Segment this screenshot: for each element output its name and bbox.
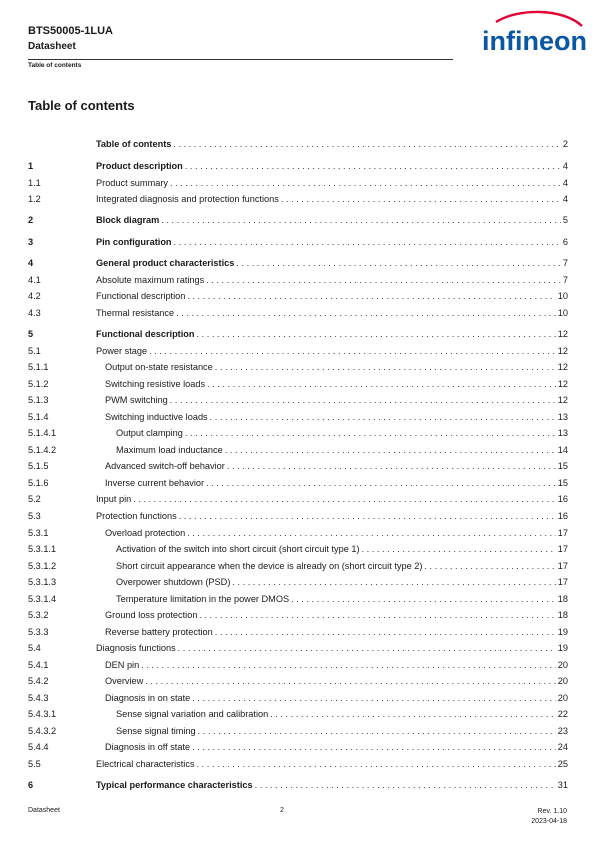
toc-entry-number: 5.3.1.1 <box>28 544 57 554</box>
toc-entry[interactable] <box>28 328 568 340</box>
toc-entry[interactable] <box>28 214 568 226</box>
toc-entry-page[interactable]: 12 <box>557 329 568 339</box>
toc-entry-page[interactable]: 13 <box>557 412 568 422</box>
toc-entry-body <box>96 257 568 269</box>
toc-leader-dots <box>170 177 561 189</box>
toc-entry-page[interactable]: 12 <box>557 379 568 389</box>
toc-leader-dots <box>187 290 555 302</box>
toc-leader-dots <box>197 328 556 340</box>
toc-entry-number: 4 <box>28 258 34 268</box>
toc-entry-number: 5.4.4 <box>28 742 49 752</box>
toc-entry-page[interactable]: 18 <box>557 610 568 620</box>
toc-entry-number: 5.4 <box>28 643 41 653</box>
toc-entry-number: 5.3.1.2 <box>28 561 57 571</box>
toc-entry-body <box>105 527 568 539</box>
toc-entry-title[interactable]: Functional description <box>96 291 186 301</box>
toc-leader-dots <box>199 609 555 621</box>
toc-entry-number: 3 <box>28 237 34 247</box>
toc-entry-number: 5.3.3 <box>28 627 49 637</box>
toc-entry-title[interactable]: Protection functions <box>96 511 177 521</box>
toc-leader-dots <box>198 725 556 737</box>
toc-entry-page[interactable]: 12 <box>557 395 568 405</box>
toc-leader-dots <box>207 378 556 390</box>
toc-entry-body <box>116 708 568 720</box>
toc-entry-body <box>96 328 568 340</box>
toc-entry-number: 1.2 <box>28 194 41 204</box>
toc-entry-title[interactable]: Activation of the switch into short circuit (short circuit type 1) <box>116 544 360 554</box>
toc-entry-body <box>105 609 568 621</box>
toc-entry[interactable] <box>28 659 568 671</box>
toc-entry-page[interactable]: 4 <box>562 194 568 204</box>
toc-entry[interactable] <box>28 460 568 472</box>
toc-entry-page[interactable]: 31 <box>557 780 568 790</box>
toc-leader-dots <box>291 593 556 605</box>
toc-entry-number: 5.3.1.3 <box>28 577 57 587</box>
toc-entry-body <box>96 345 568 357</box>
toc-entry-body <box>96 214 568 226</box>
toc-entry[interactable] <box>28 236 568 248</box>
toc-entry-title[interactable]: Power stage <box>96 346 148 356</box>
toc-entry-title[interactable]: Switching inductive loads <box>105 412 208 422</box>
toc-entry[interactable] <box>28 361 568 373</box>
toc-entry-page[interactable]: 20 <box>557 660 568 670</box>
toc-entry-body <box>105 675 568 687</box>
toc-entry[interactable] <box>28 758 568 770</box>
toc-entry[interactable] <box>28 626 568 638</box>
toc-entry[interactable] <box>28 510 568 522</box>
toc-entry-page[interactable]: 25 <box>557 759 568 769</box>
toc-entry-number: 2 <box>28 215 34 225</box>
toc-entry-number: 5.4.1 <box>28 660 49 670</box>
toc-entry-number: 5.1.4.2 <box>28 445 57 455</box>
toc-entry-page[interactable]: 10 <box>557 308 568 318</box>
toc-entry[interactable] <box>28 642 568 654</box>
toc-entry-page[interactable]: 23 <box>557 726 568 736</box>
toc-entry[interactable] <box>28 477 568 489</box>
toc-entry-body <box>96 290 568 302</box>
toc-entry[interactable] <box>28 609 568 621</box>
toc-entry[interactable] <box>28 411 568 423</box>
toc-entry-body <box>105 460 568 472</box>
footer-left: Datasheet <box>28 807 60 814</box>
toc-entry-title[interactable]: Reverse battery protection <box>105 627 213 637</box>
toc-entry-number: 1.1 <box>28 178 41 188</box>
toc-entry[interactable] <box>28 493 568 505</box>
toc-entry-number: 5.1.4.1 <box>28 428 57 438</box>
toc-entry-title[interactable]: Diagnosis functions <box>96 643 176 653</box>
toc-leader-dots <box>281 193 561 205</box>
toc-entry[interactable] <box>28 444 568 456</box>
toc-entry-title[interactable]: Overload protection <box>105 528 186 538</box>
toc-entry-page[interactable]: 16 <box>557 494 568 504</box>
toc-entry[interactable] <box>28 177 568 189</box>
toc-entry[interactable] <box>28 708 568 720</box>
toc-entry-page[interactable]: 10 <box>557 291 568 301</box>
header-rule <box>28 59 453 60</box>
toc-entry-page[interactable]: 15 <box>557 478 568 488</box>
toc-entry-title[interactable]: PWM switching <box>105 395 168 405</box>
toc-entry-title[interactable]: Pin configuration <box>96 237 172 247</box>
toc-entry-page[interactable]: 17 <box>557 528 568 538</box>
toc-entry-number: 5.3.1 <box>28 528 49 538</box>
toc-leader-dots <box>176 307 556 319</box>
toc-leader-dots <box>133 493 556 505</box>
toc-entry-page[interactable]: 22 <box>557 709 568 719</box>
toc-entry-title[interactable]: Temperature limitation in the power DMOS <box>116 594 290 604</box>
toc-leader-dots <box>161 214 561 226</box>
toc-entry[interactable] <box>28 345 568 357</box>
toc-entry-title[interactable]: Thermal resistance <box>96 308 175 318</box>
toc-leader-dots <box>141 659 556 671</box>
toc-entry-title[interactable]: Switching resistive loads <box>105 379 206 389</box>
toc-heading: Table of contents <box>28 98 135 113</box>
toc-entry-page[interactable]: 17 <box>557 577 568 587</box>
toc-entry[interactable] <box>28 692 568 704</box>
toc-entry-title[interactable]: Advanced switch-off behavior <box>105 461 225 471</box>
toc-entry-number: 5.1 <box>28 346 41 356</box>
toc-entry-body <box>116 576 568 588</box>
toc-entry-page[interactable]: 18 <box>557 594 568 604</box>
header-section-label: Table of contents <box>28 62 82 69</box>
toc-entry-body <box>105 394 568 406</box>
doc-title: BTS50005-1LUA <box>28 25 113 37</box>
toc-entry-body <box>105 477 568 489</box>
toc-entry-number: 4.1 <box>28 275 41 285</box>
toc-entry[interactable] <box>28 193 568 205</box>
toc-entry-title[interactable]: Output on-state resistance <box>105 362 213 372</box>
toc-entry[interactable] <box>28 593 568 605</box>
toc-leader-dots <box>187 527 556 539</box>
toc-leader-dots <box>225 444 556 456</box>
toc-entry-title[interactable]: Typical performance characteristics <box>96 780 253 790</box>
toc-leader-dots <box>173 138 561 150</box>
toc-entry-body <box>96 642 568 654</box>
footer-page-number: 2 <box>280 807 284 814</box>
toc-entry[interactable] <box>28 576 568 588</box>
toc-leader-dots <box>179 510 556 522</box>
toc-entry-number: 5.5 <box>28 759 41 769</box>
toc-entry[interactable] <box>28 527 568 539</box>
footer-revision-block <box>531 807 567 827</box>
toc-entry-title[interactable]: Block diagram <box>96 215 160 225</box>
toc-entry-number: 5.2 <box>28 494 41 504</box>
toc-entry-body <box>105 626 568 638</box>
toc-entry-page[interactable]: 19 <box>557 627 568 637</box>
toc-entry[interactable] <box>28 257 568 269</box>
toc-entry-body <box>105 659 568 671</box>
toc-entry-body <box>96 758 568 770</box>
toc-entry-number: 4.3 <box>28 308 41 318</box>
toc-entry-body <box>96 510 568 522</box>
toc-entry-page[interactable]: 6 <box>562 237 568 247</box>
toc-leader-dots <box>215 626 556 638</box>
toc-entry-title[interactable]: Diagnosis in off state <box>105 742 191 752</box>
toc-leader-dots <box>210 411 556 423</box>
toc-entry-page[interactable]: 14 <box>557 445 568 455</box>
footer-date: 2023-04-18 <box>531 818 567 825</box>
toc-entry-title[interactable]: Diagnosis in on state <box>105 693 191 703</box>
toc-leader-dots <box>170 394 556 406</box>
toc-entry[interactable] <box>28 725 568 737</box>
toc-entry[interactable] <box>28 290 568 302</box>
toc-entry-body <box>116 593 568 605</box>
toc-entry-title[interactable]: General product characteristics <box>96 258 235 268</box>
toc-entry-number: 1 <box>28 161 34 171</box>
toc-entry-body <box>105 692 568 704</box>
toc-entry-page[interactable]: 4 <box>562 161 568 171</box>
toc-leader-dots <box>215 361 556 373</box>
toc-leader-dots <box>192 692 555 704</box>
toc-entry-title[interactable]: Product description <box>96 161 183 171</box>
toc-leader-dots <box>192 741 556 753</box>
toc-entry-number: 5.1.4 <box>28 412 49 422</box>
toc-entry-number: 6 <box>28 780 34 790</box>
toc-entry-number: 4.2 <box>28 291 41 301</box>
toc-entry-number: 5.1.3 <box>28 395 49 405</box>
toc-entry[interactable] <box>28 138 568 150</box>
toc-entry-page[interactable]: 12 <box>557 346 568 356</box>
toc-leader-dots <box>185 427 556 439</box>
doc-type: Datasheet <box>28 41 76 52</box>
toc-entry[interactable] <box>28 160 568 172</box>
toc-leader-dots <box>255 779 556 791</box>
toc-entry-title[interactable]: Sense signal timing <box>116 726 196 736</box>
toc-leader-dots <box>178 642 556 654</box>
toc-entry-page[interactable]: 5 <box>562 215 568 225</box>
toc-entry-page[interactable]: 7 <box>562 275 568 285</box>
toc-entry-title[interactable]: Inverse current behavior <box>105 478 205 488</box>
toc-leader-dots <box>149 345 556 357</box>
toc-entry-title[interactable]: Overview <box>105 676 144 686</box>
toc-entry-body <box>96 307 568 319</box>
toc-entry[interactable] <box>28 274 568 286</box>
toc-leader-dots <box>232 576 555 588</box>
toc-leader-dots <box>236 257 560 269</box>
toc-entry-title[interactable]: Ground loss protection <box>105 610 198 620</box>
toc-entry-number: 5.4.3 <box>28 693 49 703</box>
toc-entry[interactable] <box>28 675 568 687</box>
toc-entry-number: 5.1.2 <box>28 379 49 389</box>
toc-entry-number: 5.4.3.1 <box>28 709 57 719</box>
toc-entry-body <box>116 444 568 456</box>
toc-entry-page[interactable]: 4 <box>562 178 568 188</box>
toc-leader-dots <box>362 543 556 555</box>
toc-entry-title[interactable]: Short circuit appearance when the device is already on (short circuit type 2) <box>116 561 423 571</box>
toc-entry[interactable] <box>28 427 568 439</box>
footer-revision: Rev. 1.10 <box>537 808 567 815</box>
toc-entry-body <box>96 493 568 505</box>
toc-entry-body <box>116 560 568 572</box>
toc-entry-body <box>96 274 568 286</box>
toc-entry-title[interactable]: Sense signal variation and calibration <box>116 709 269 719</box>
toc-entry-title[interactable]: Maximum load inductance <box>116 445 223 455</box>
toc-entry-body <box>96 193 568 205</box>
toc-entry-number: 5.3.1.4 <box>28 594 57 604</box>
toc-leader-dots <box>270 708 556 720</box>
toc-entry-body <box>116 427 568 439</box>
toc-entry-number: 5 <box>28 329 34 339</box>
toc-entry-title[interactable]: Output clamping <box>116 428 183 438</box>
toc-entry-title[interactable]: Absolute maximum ratings <box>96 275 205 285</box>
toc-entry[interactable] <box>28 307 568 319</box>
toc-entry-title[interactable]: Electrical characteristics <box>96 759 195 769</box>
toc-entry-body <box>96 177 568 189</box>
toc-entry-page[interactable]: 2 <box>562 139 568 149</box>
toc-entry[interactable] <box>28 543 568 555</box>
toc-entry-body <box>105 361 568 373</box>
svg-text:infineon: infineon <box>482 26 587 56</box>
toc-entry-number: 5.1.6 <box>28 478 49 488</box>
toc-entry-number: 5.1.1 <box>28 362 49 372</box>
toc-entry-body <box>96 138 568 150</box>
toc-entry-number: 5.4.3.2 <box>28 726 57 736</box>
toc-leader-dots <box>206 477 556 489</box>
toc-entry-number: 5.3 <box>28 511 41 521</box>
toc-entry-page[interactable]: 24 <box>557 742 568 752</box>
toc-entry-body <box>105 378 568 390</box>
toc-entry-number: 5.4.2 <box>28 676 49 686</box>
toc-entry-body <box>96 160 568 172</box>
toc-entry-title[interactable]: Integrated diagnosis and protection functions <box>96 194 279 204</box>
toc-entry-page[interactable]: 17 <box>557 544 568 554</box>
toc-entry-page[interactable]: 13 <box>557 428 568 438</box>
toc-entry-body <box>105 741 568 753</box>
toc-entry[interactable] <box>28 394 568 406</box>
toc-entry[interactable] <box>28 378 568 390</box>
toc-entry[interactable] <box>28 741 568 753</box>
toc-entry-number: 5.1.5 <box>28 461 49 471</box>
toc-entry-title[interactable]: Input pin <box>96 494 132 504</box>
toc-entry-body <box>116 725 568 737</box>
toc-entry-number: 5.3.2 <box>28 610 49 620</box>
toc-entry-body <box>96 236 568 248</box>
toc-entry-page[interactable]: 20 <box>557 693 568 703</box>
toc-leader-dots <box>145 675 555 687</box>
toc-leader-dots <box>185 160 561 172</box>
toc-leader-dots <box>227 460 556 472</box>
toc-entry-page[interactable]: 15 <box>557 461 568 471</box>
toc-entry-body <box>96 779 568 791</box>
infineon-logo <box>478 10 588 62</box>
toc-entry[interactable] <box>28 779 568 791</box>
toc-entry-title[interactable]: DEN pin <box>105 660 140 670</box>
toc-entry-body <box>116 543 568 555</box>
toc-leader-dots <box>174 236 561 248</box>
toc-leader-dots <box>197 758 556 770</box>
toc-entry-page[interactable]: 12 <box>557 362 568 372</box>
toc-entry[interactable] <box>28 560 568 572</box>
toc-entry-title[interactable]: Overpower shutdown (PSD) <box>116 577 231 587</box>
toc-entry-title[interactable]: Product summary <box>96 178 168 188</box>
toc-entry-page[interactable]: 7 <box>562 258 568 268</box>
toc-entry-title[interactable]: Table of contents <box>96 139 172 149</box>
toc-leader-dots <box>206 274 561 286</box>
toc-entry-title[interactable]: Functional description <box>96 329 195 339</box>
toc-leader-dots <box>424 560 555 572</box>
toc-entry-page[interactable]: 19 <box>557 643 568 653</box>
toc-entry-body <box>105 411 568 423</box>
toc-entry-page[interactable]: 16 <box>557 511 568 521</box>
toc-entry-page[interactable]: 17 <box>557 561 568 571</box>
toc-entry-page[interactable]: 20 <box>557 676 568 686</box>
